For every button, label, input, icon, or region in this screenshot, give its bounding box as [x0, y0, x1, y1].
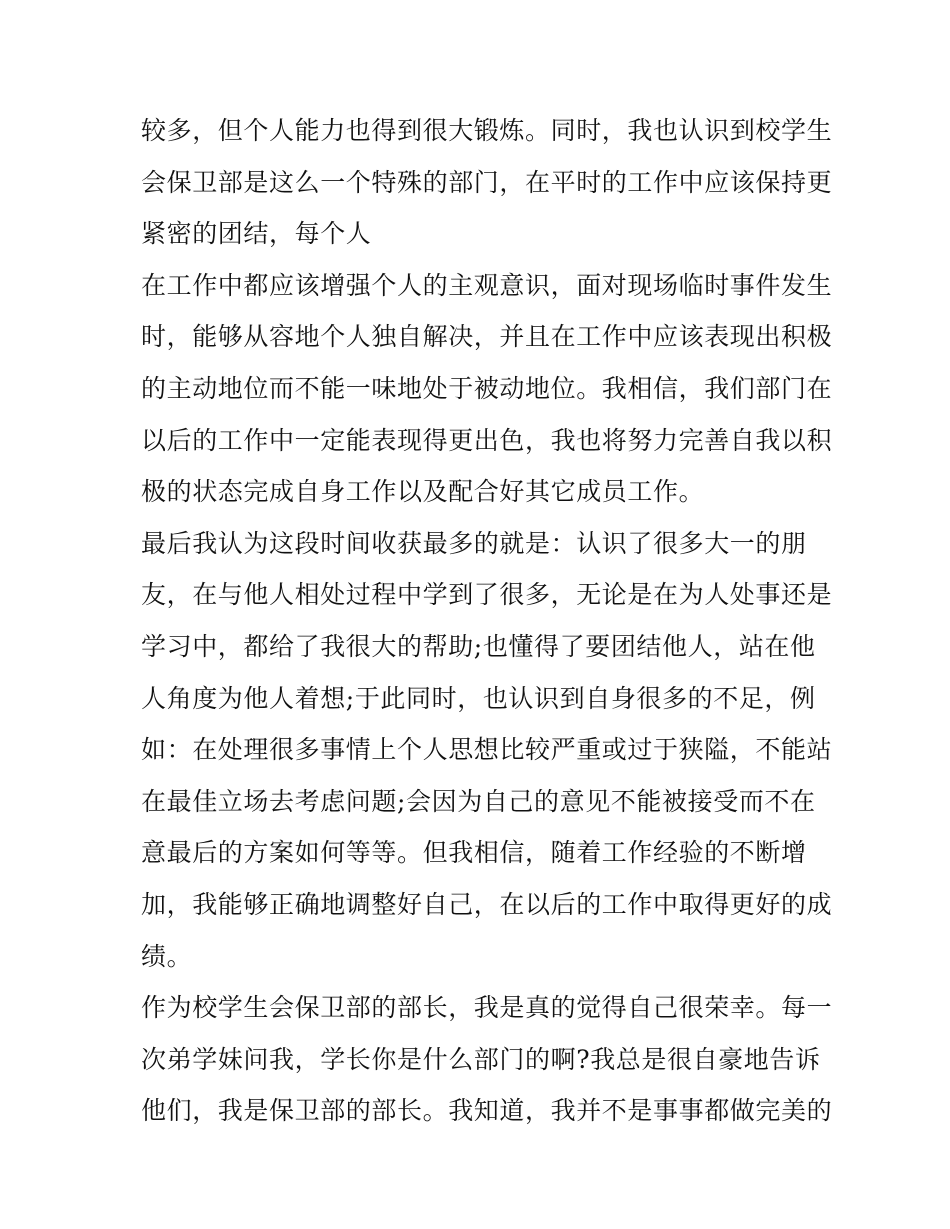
text-line: 的主动地位而不能一味地处于被动地位。我相信，我们部门在: [141, 373, 833, 403]
text-line: 次弟学妹问我，学长你是什么部门的啊?我总是很自豪地告诉: [141, 1044, 821, 1074]
text-line: 会保卫部是这么一个特殊的部门，在平时的工作中应该保持更: [141, 167, 833, 197]
text-line: 在最佳立场去考虑问题;会因为自己的意见不能被接受而不在: [141, 786, 816, 816]
text-line: 极的状态完成自身工作以及配合好其它成员工作。: [141, 477, 705, 507]
text-line: 绩。: [141, 941, 193, 971]
text-line: 在工作中都应该增强个人的主观意识，面对现场临时事件发生: [141, 270, 833, 300]
text-line: 时，能够从容地个人独自解决，并且在工作中应该表现出积极: [141, 322, 833, 352]
text-line: 意最后的方案如何等等。但我相信，随着工作经验的不断增: [141, 838, 807, 868]
text-line: 最后我认为这段时间收获最多的就是：认识了很多大一的朋: [141, 528, 807, 558]
text-line: 较多，但个人能力也得到很大锻炼。同时，我也认识到校学生: [141, 116, 833, 145]
text-line: 加，我能够正确地调整好自己，在以后的工作中取得更好的成: [141, 889, 833, 919]
text-line: 如：在处理很多事情上个人思想比较严重或过于狭隘，不能站: [141, 735, 833, 765]
text-line: 他们，我是保卫部的部长。我知道，我并不是事事都做完美的: [141, 1096, 833, 1126]
text-line: 学习中，都给了我很大的帮助;也懂得了要团结他人，站在他: [141, 631, 816, 661]
text-line: 友，在与他人相处过程中学到了很多，无论是在为人处事还是: [141, 580, 833, 610]
body-text: [141, 105, 833, 1137]
text-line: 人角度为他人着想;于此同时，也认识到自身很多的不足，例: [141, 683, 816, 713]
text-line: 以后的工作中一定能表现得更出色，我也将努力完善自我以积: [141, 425, 833, 455]
text-line: 作为校学生会保卫部的部长，我是真的觉得自己很荣幸。每一: [141, 993, 833, 1023]
text-line: 紧密的团结，每个人: [141, 219, 372, 249]
